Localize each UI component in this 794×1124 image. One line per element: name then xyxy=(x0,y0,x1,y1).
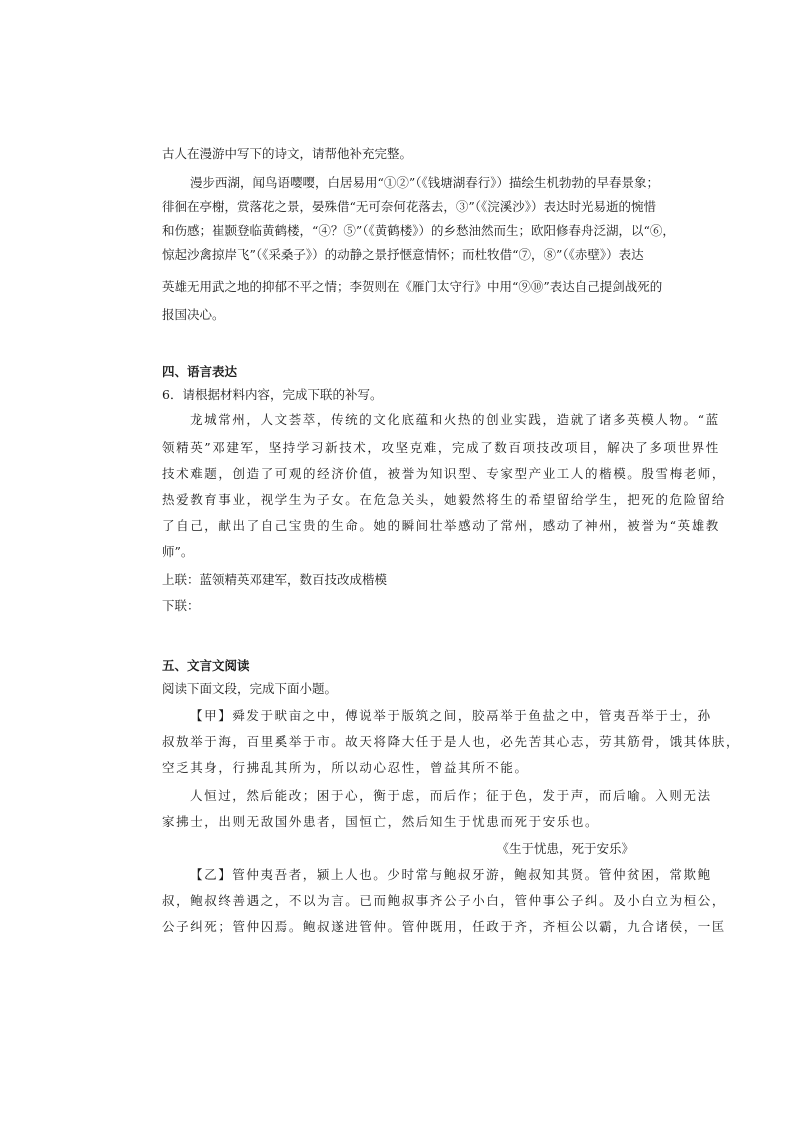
material-line-4: 热爱教育事业，视学生为子女。在危急关头，她毅然将生的希望留给学生，把死的危险留给 xyxy=(162,492,727,507)
yi-line-3: 公子纠死；管仲囚焉。鲍叔遂进管仲。管仲既用，任政于齐，齐桓公以霸，九合诸侯，一匡 xyxy=(162,919,727,934)
poem-line-2: 徘徊在亭榭，赏落花之景，晏殊借“无可奈何花落去，③”（《浣溪沙》）表达时光易逝的惋惜 xyxy=(162,199,657,214)
poem-intro: 古人在漫游中写下的诗文，请帮他补充完整。 xyxy=(162,146,413,161)
poem-line-4: 惊起沙禽掠岸飞”（《采桑子》）的动静之景抒惬意情怀；而杜牧借“⑦，⑧”（《赤壁》）表达 xyxy=(162,247,644,262)
jia-line-1: 【甲】舜发于畎亩之中，傅说举于版筑之间，胶鬲举于鱼盐之中，管夷吾举于士，孙 xyxy=(190,708,712,723)
material-line-1: 龙城常州，人文荟萃，传统的文化底蕴和火热的创业实践，造就了诸多英模人物。“蓝 xyxy=(190,412,720,427)
material-line-6: 师”。 xyxy=(162,544,194,559)
material-line-5: 了自己，献出了自己宝贵的生命。她的瞬间壮举感动了常州，感动了神州，被誉为“英雄教 xyxy=(162,518,720,533)
jia2-line-1: 人恒过，然后能改；困于心，衡于虑，而后作；征于色，发于声，而后喻。入则无法 xyxy=(190,788,712,803)
question-6: 6．请根据材料内容，完成下联的补写。 xyxy=(162,387,383,402)
jia-line-3: 空乏其身，行拂乱其所为，所以动心忍性，曾益其所不能。 xyxy=(162,760,529,775)
upper-couplet: 上联：蓝领精英邓建军，数百技改成楷模 xyxy=(162,572,388,587)
poem-line-5: 英雄无用武之地的抑郁不平之情；李贺则在《雁门太守行》中用“⑨⑩”表达自己提剑战死的 xyxy=(162,279,663,294)
section5-instruction: 阅读下面文段，完成下面小题。 xyxy=(162,681,338,696)
material-line-3: 技术难题，创造了可观的经济价值，被誉为知识型、专家型产业工人的楷模。殷雪梅老师， xyxy=(162,466,727,481)
section5-heading: 五、文言文阅读 xyxy=(162,658,250,673)
jia-line-2: 叔敖举于海，百里奚举于市。故天将降大任于是人也，必先苦其心志，劳其筋骨，饿其体肤， xyxy=(162,734,741,749)
poem-line-6: 报国决心。 xyxy=(162,307,225,322)
lower-couplet-prompt: 下联： xyxy=(162,598,200,613)
jia2-line-2: 家拂士，出则无敌国外患者，国恒亡，然后知生于忧患而死于安乐也。 xyxy=(162,814,600,829)
section4-heading: 四、语言表达 xyxy=(162,364,238,379)
poem-line-3: 和伤感；崔颢登临黄鹤楼，“④？⑤”（《黄鹤楼》）的乡愁油然而生；欧阳修春舟泛湖，以“⑥， xyxy=(162,223,675,238)
poem-line-1: 漫步西湖，闻鸟语嘤嘤，白居易用“①②”（《钱塘湖春行》）描绘生机勃勃的早春景象； xyxy=(190,175,660,190)
yi-line-2: 叔，鲍叔终善遇之，不以为言。已而鲍叔事齐公子小白，管仲事公子纠。及小白立为桓公， xyxy=(162,893,727,908)
jia-source: 《生于忧患，死于安乐》 xyxy=(496,841,634,856)
yi-line-1: 【乙】管仲夷吾者，颍上人也。少时常与鲍叔牙游，鲍叔知其贤。管仲贫困，常欺鲍 xyxy=(190,867,712,882)
material-line-2: 领精英”邓建军，坚持学习新技术，攻坚克难，完成了数百项技改项目，解决了多项世界性 xyxy=(162,440,720,455)
